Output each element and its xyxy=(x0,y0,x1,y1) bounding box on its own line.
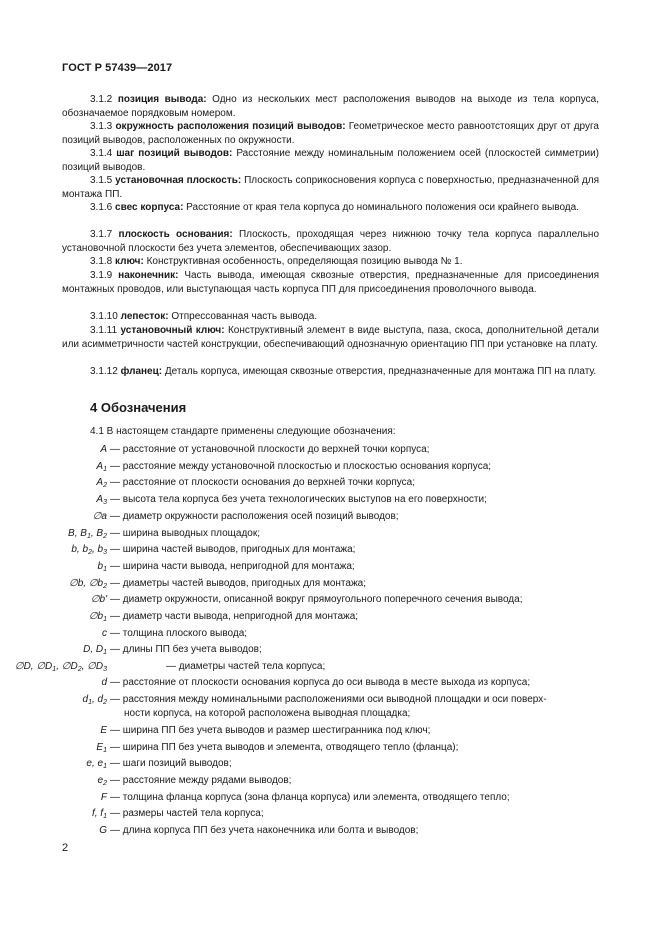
symbol-description: — расстояние от плоскости основания до верхней точки корпуса; xyxy=(110,477,415,488)
definition-3-1-12: 3.1.12 фланец: Деталь корпуса, имеющая сквозные отверстия, предназначенные для монтажа ПП на плату. xyxy=(90,366,597,377)
page-number: 2 xyxy=(62,842,69,854)
symbol: E xyxy=(100,725,107,736)
symbol: e, $e_1$ xyxy=(86,758,107,770)
symbol: ∅b, $\emptyset b_2$ xyxy=(68,578,107,590)
symbol-description-continued: ности корпуса, на которой расположена выводная площадка; xyxy=(124,708,411,719)
symbol-description: — ширина ПП без учета выводов и элемента, отводящего тепло (фланца); xyxy=(110,742,459,753)
definition-3-1-4: 3.1.4 шаг позиций выводов: Расстояние между номинальным положением осей (плоскостей симметрии) позиций выводов. xyxy=(62,148,600,173)
definition-3-1-11: 3.1.11 установочный ключ: Конструктивный элемент в виде выступа, паза, скоса, дополнительной детали или асимметричности частей конструкции, обеспечивающий однозначную ориентацию ПП при установке на плату. xyxy=(62,325,600,350)
symbol-description: — толщина плоского вывода; xyxy=(110,628,248,639)
definition-term: установочная плоскость: xyxy=(115,175,242,186)
definition-term: ключ: xyxy=(115,256,144,267)
symbol-description: — длины ПП без учета выводов; xyxy=(110,644,262,655)
symbol: $b_1$ xyxy=(97,561,107,573)
symbol: $E_1$ xyxy=(96,742,107,754)
symbol-description: — расстояние от установочной плоскости до верхней точки корпуса; xyxy=(110,444,430,455)
definition-term: установочный ключ: xyxy=(120,325,225,336)
symbol: ∅a xyxy=(92,511,107,522)
symbol: c xyxy=(102,628,107,639)
definition-term: окружность расположения позиций выводов: xyxy=(115,121,346,132)
symbol: $\emptyset b_1$ xyxy=(88,611,107,623)
symbol: F xyxy=(100,792,107,803)
definition-3-1-6: 3.1.6 свес корпуса: Расстояние от края тела корпуса до номинального положения оси крайнего вывода. xyxy=(90,202,579,213)
symbol: $A_1$ xyxy=(96,461,107,473)
symbol-description: — ширина части вывода, непригодной для монтажа; xyxy=(110,561,355,572)
symbol-description: — диаметр части вывода, непригодной для монтажа; xyxy=(110,611,359,622)
symbol: ∅b' xyxy=(90,594,107,605)
symbol: $A_3$ xyxy=(96,494,107,506)
definition-term: фланец: xyxy=(120,366,163,377)
definition-3-1-3: 3.1.3 окружность расположения позиций выводов: Геометрическое место равноотстоящих друг от друга позиций выводов, расположенных по окружности. xyxy=(62,121,599,146)
section-title: 4 Обозначения xyxy=(90,400,187,415)
symbol: $d_1$, $d_2$ xyxy=(82,694,107,706)
symbol-description: — диаметры частей тела корпуса; xyxy=(166,661,326,672)
symbol-description: — расстояния между номинальными расположениями оси выводной площадки и оси поверх- xyxy=(110,694,547,705)
definition-term: лепесток: xyxy=(120,311,169,322)
definition-3-1-2: 3.1.2 позиция вывода: Одно из нескольких мест расположения выводов на выходе из тела корпуса, обозначаемое порядковым номером. xyxy=(62,94,599,119)
symbol-description: — ширина частей выводов, пригодных для монтажа; xyxy=(110,544,356,555)
definition-term: наконечник: xyxy=(118,270,179,281)
symbol-description: — длина корпуса ПП без учета наконечника или болта и выводов; xyxy=(110,825,419,836)
symbol: A xyxy=(100,444,107,455)
symbol-description: — ширина выводных площадок; xyxy=(110,528,261,539)
symbol-description: — толщина фланца корпуса (зона фланца корпуса) или элемента, отводящего тепло; xyxy=(110,792,510,803)
definition-3-1-5: 3.1.5 установочная плоскость: Плоскость соприкосновения корпуса с поверхностью, предназначенной для монтажа ПП. xyxy=(62,175,600,200)
symbol: $A_2$ xyxy=(96,477,107,489)
definition-term: позиция вывода: xyxy=(117,94,207,105)
symbol: D, $D_1$ xyxy=(83,644,107,656)
symbol-description: — расстояние между рядами выводов; xyxy=(110,775,292,786)
document-header: ГОСТ Р 57439—2017 xyxy=(62,62,173,74)
symbol-description: — высота тела корпуса без учета технологических выступов на его поверхности; xyxy=(110,494,487,505)
definition-3-1-9: 3.1.9 наконечник: Часть вывода, имеющая сквозные отверстия, предназначенные для присоединения монтажных проводов, или выступающая часть корпуса ПП для присоединения проволочного вывода. xyxy=(62,270,599,295)
section-intro: 4.1 В настоящем стандарте применены следующие обозначения: xyxy=(90,426,396,437)
definition-term: плоскость основания: xyxy=(118,229,233,240)
symbol-description: — диаметр окружности расположения осей позиций выводов; xyxy=(110,511,399,522)
symbol: f, $f_1$ xyxy=(91,808,107,820)
symbol: $e_2$ xyxy=(97,775,107,787)
symbol-description: — диаметр окружности, описанной вокруг прямоугольного поперечного сечения вывода; xyxy=(110,594,523,605)
definition-3-1-10: 3.1.10 лепесток: Отпрессованная часть вывода. xyxy=(90,311,318,322)
symbol: ∅D, $\emptyset D_1$, $\emptyset D_2$, $\emptyset D_3$ xyxy=(14,661,107,673)
symbol-description: — размеры частей тела корпуса; xyxy=(110,808,264,819)
symbol: d xyxy=(101,677,107,688)
definition-3-1-8: 3.1.8 ключ: Конструктивная особенность, определяющая позицию вывода № 1. xyxy=(90,256,463,267)
definition-term: свес корпуса: xyxy=(115,202,184,213)
symbol-description: — расстояние между установочной плоскостью и плоскостью основания корпуса; xyxy=(110,461,492,472)
symbol-description: — ширина ПП без учета выводов и размер шестигранника под ключ; xyxy=(110,725,431,736)
symbol-description: — диаметры частей выводов, пригодных для монтажа; xyxy=(110,578,366,589)
symbol: B, $B_1$, $B_2$ xyxy=(68,528,107,540)
definition-term: шаг позиций выводов: xyxy=(116,148,233,159)
definition-3-1-7: 3.1.7 плоскость основания: Плоскость, проходящая через нижнюю точку тела корпуса параллельно установочной плоскости без учета элементов, обеспечивающих зазор. xyxy=(62,229,600,254)
symbol: b, $b_2$, $b_3$ xyxy=(71,544,107,556)
symbol-description: — шаги позиций выводов; xyxy=(110,758,232,769)
symbol-description: — расстояние от плоскости основания корпуса до оси вывода в месте выхода из корпуса; xyxy=(110,677,531,688)
symbol: G xyxy=(99,825,107,836)
